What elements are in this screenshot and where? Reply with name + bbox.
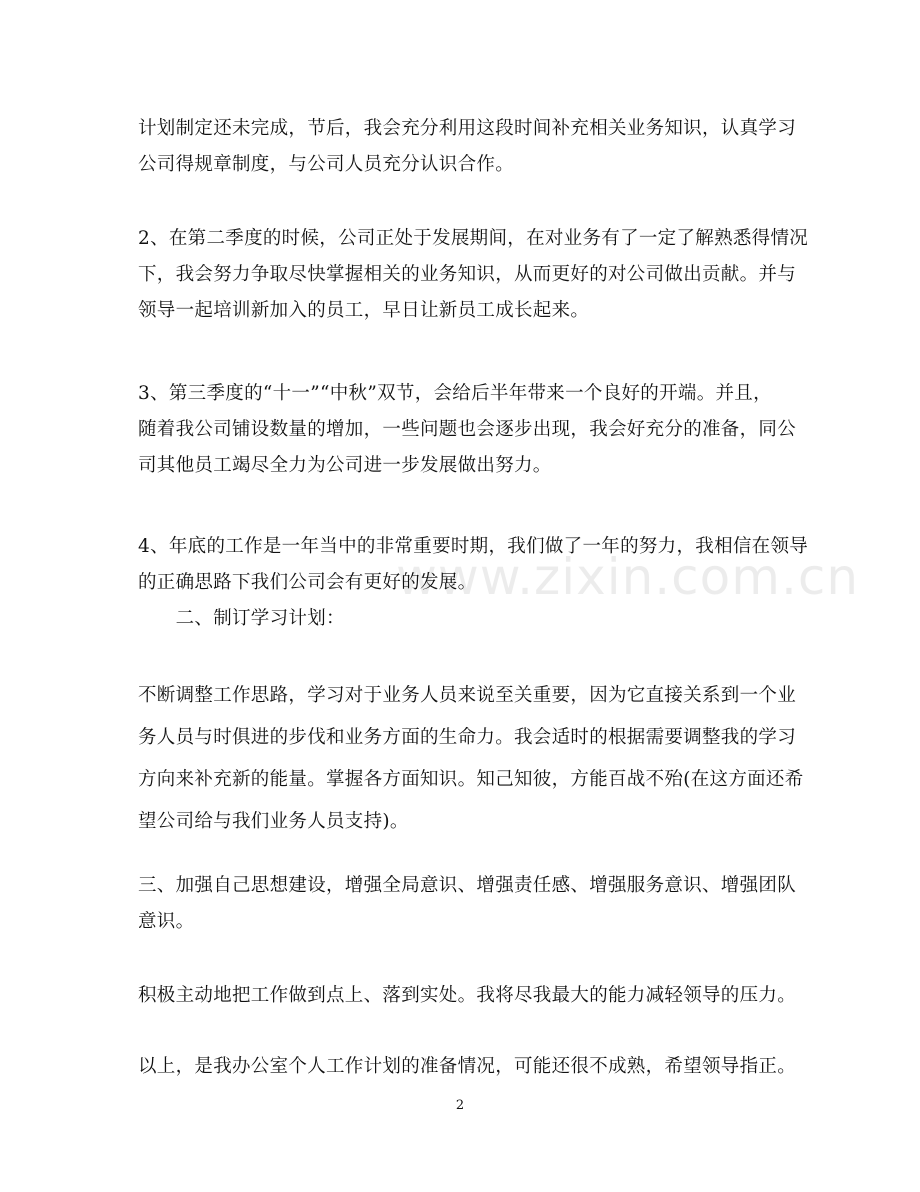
- section-heading-ideology: [138, 868, 798, 940]
- paragraph-second-quarter: [138, 221, 809, 329]
- text-line: 望公司给与我们业务人员支持)。: [138, 811, 409, 832]
- text-line: 以上，是我办公室个人工作计划的准备情况，可能还很不成熟，希望领导指正。: [138, 1056, 797, 1077]
- text-line: 司其他员工竭尽全力为公司进一步发展做出努力。: [138, 455, 552, 476]
- text-line: 积极主动地把工作做到点上、落到实处。我将尽我最大的能力减轻领导的压力。: [138, 985, 797, 1006]
- text-line: 随着我公司铺设数量的增加，一些问题也会逐步出现，我会好充分的准备，同公: [138, 419, 797, 440]
- paragraph-plan-intro: [138, 111, 798, 183]
- text-line: 3、第三季度的“十一”“中秋”双节，会给后半年带来一个良好的开端。并且，: [138, 383, 772, 404]
- text-line: 不断调整工作思路，学习对于业务人员来说至关重要，因为它直接关系到一个业: [138, 685, 797, 706]
- section-heading-study-plan: [138, 601, 798, 637]
- text-line: 公司得规章制度，与公司人员充分认识合作。: [138, 154, 515, 175]
- text-line: 方向来补充新的能量。掌握各方面知识。知己知彼，方能百战不殆(在这方面还希: [138, 769, 804, 790]
- text-line: 领导一起培训新加入的员工，早日让新员工成长起来。: [138, 300, 590, 321]
- text-line: 务人员与时俱进的步伐和业务方面的生命力。我会适时的根据需要调整我的学习: [138, 727, 797, 748]
- text-line: 计划制定还未完成，节后，我会充分利用这段时间补充相关业务知识，认真学习: [138, 118, 797, 139]
- paragraph-study-plan: [138, 675, 804, 843]
- text-line: 三、加强自己思想建设，增强全局意识、增强责任感、增强服务意识、增强团队: [138, 875, 797, 896]
- heading-text: 二、制订学习计划：: [138, 608, 345, 629]
- text-line: 4、年底的工作是一年当中的非常重要时期，我们做了一年的努力，我相信在领导: [138, 536, 809, 557]
- text-line: 意识。: [138, 911, 195, 932]
- page-number: 2: [455, 1098, 465, 1113]
- text-line: 2、在第二季度的时候，公司正处于发展期间，在对业务有了一定了解熟悉得情况: [138, 228, 809, 249]
- paragraph-initiative: [138, 978, 798, 1014]
- text-line: 下，我会努力争取尽快掌握相关的业务知识，从而更好的对公司做出贡献。并与: [138, 264, 797, 285]
- text-line: 的正确思路下我们公司会有更好的发展。: [138, 572, 477, 593]
- paragraph-conclusion: [138, 1049, 798, 1085]
- paragraph-third-quarter: [138, 376, 798, 484]
- watermark: www.zixin.com.cn: [396, 548, 860, 606]
